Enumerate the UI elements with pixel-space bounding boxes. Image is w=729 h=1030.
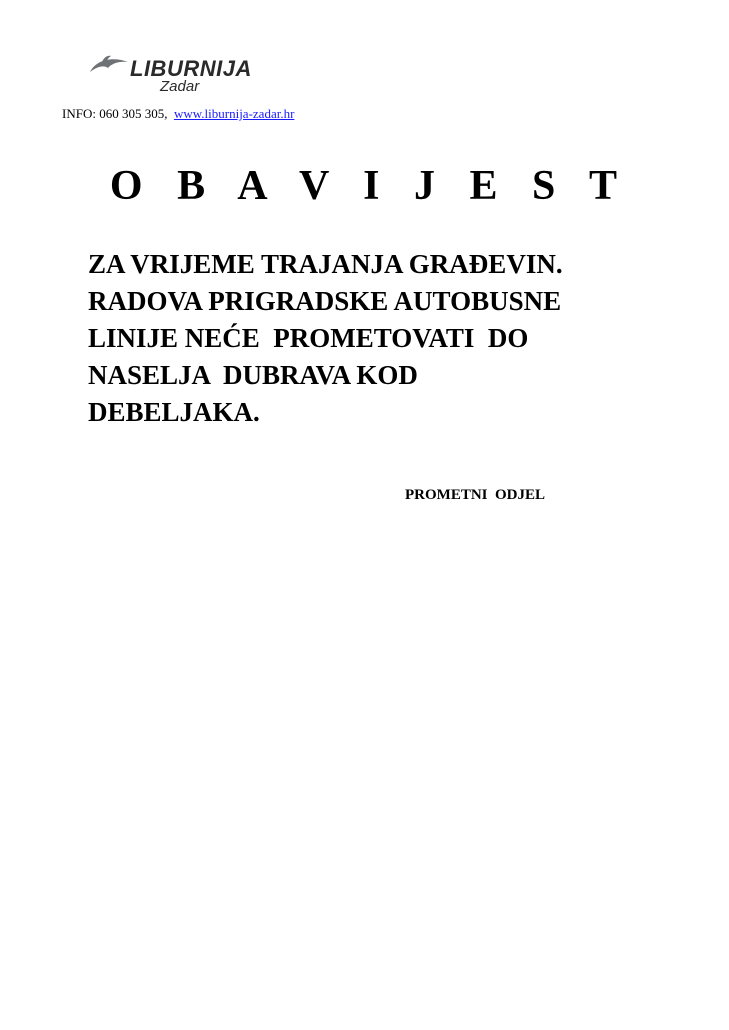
- website-link[interactable]: www.liburnija-zadar.hr: [173, 106, 295, 121]
- notice-line: LINIJE NEĆE PROMETOVATI DO: [88, 323, 529, 353]
- notice-line: DEBELJAKA.: [88, 397, 260, 427]
- notice-body: [88, 246, 688, 431]
- dolphin-icon: [88, 54, 132, 78]
- logo-name: LIBURNIJA: [130, 56, 252, 81]
- notice-line: ZA VRIJEME TRAJANJA GRAĐEVIN.: [88, 249, 563, 279]
- info-phone: INFO: 060 305 305,: [62, 106, 174, 121]
- notice-line: RADOVA PRIGRADSKE AUTOBUSNE: [88, 286, 562, 316]
- company-logo: [88, 52, 258, 98]
- logo-subtitle: Zadar: [160, 78, 200, 95]
- signature: PROMETNI ODJEL: [405, 487, 546, 503]
- notice-title: O B A V I J E S T: [109, 163, 630, 209]
- notice-line: NASELJA DUBRAVA KOD: [88, 360, 418, 390]
- info-line: [62, 106, 294, 122]
